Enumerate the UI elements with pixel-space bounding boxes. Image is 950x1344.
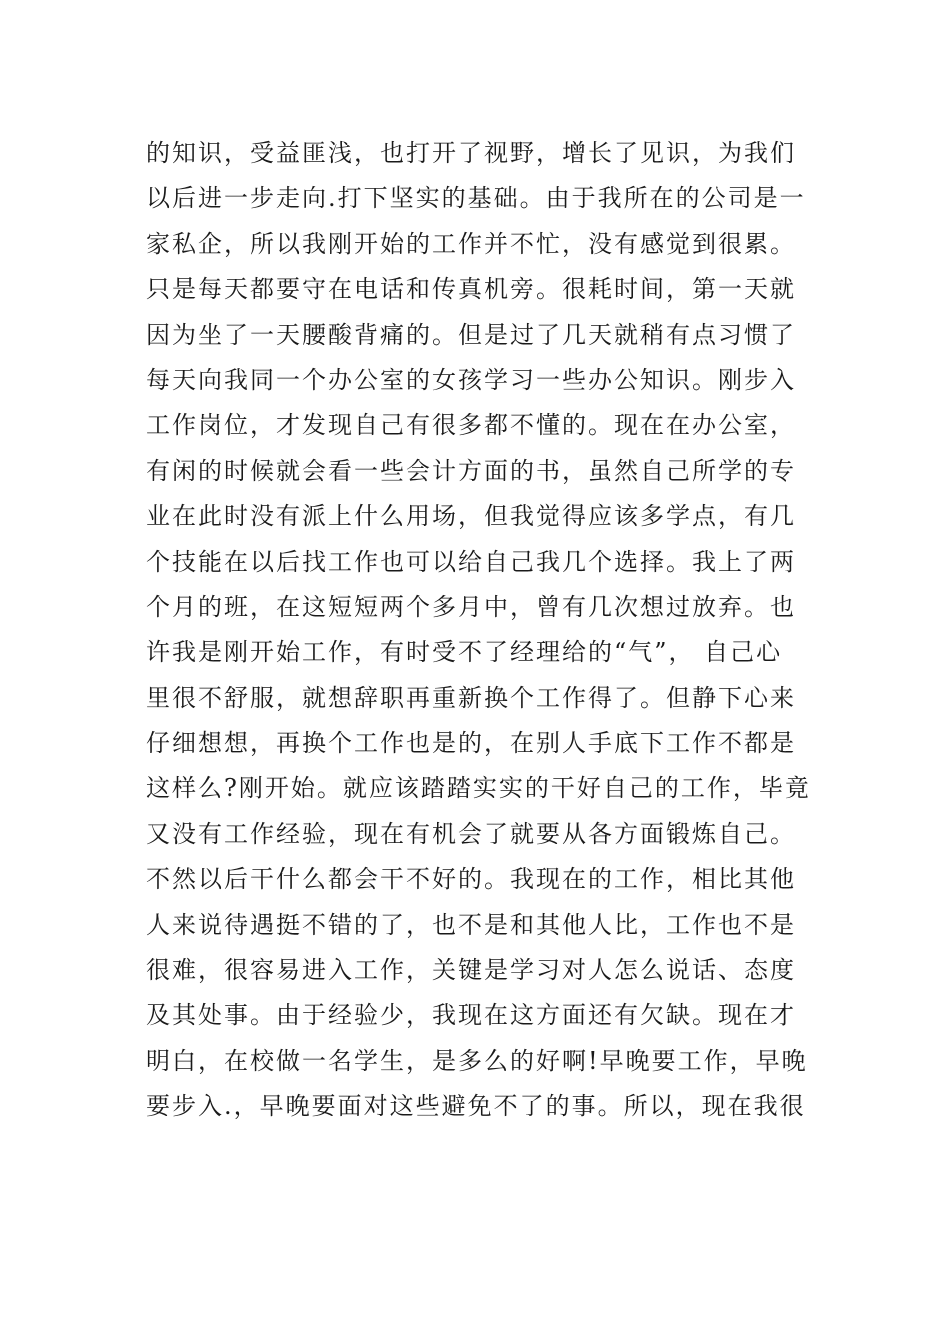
text-line: 每天向我同一个办公室的女孩学习一些办公知识。刚步入 [146, 365, 796, 394]
text-line: 里很不舒服，就想辞职再重新换个工作得了。但静下心来 [146, 683, 796, 712]
text-line: 又没有工作经验，现在有机会了就要从各方面锻炼自己。 [146, 819, 796, 848]
text-line: 工作岗位，才发现自己有很多都不懂的。现在在办公室， [146, 411, 796, 440]
text-line: 不然以后干什么都会干不好的。我现在的工作，相比其他 [146, 865, 796, 894]
text-line: 有闲的时候就会看一些会计方面的书，虽然自己所学的专 [146, 456, 796, 485]
text-line: 及其处事。由于经验少，我现在这方面还有欠缺。现在才 [146, 1001, 796, 1030]
text-line: 的知识，受益匪浅，也打开了视野，增长了见识，为我们 [146, 139, 796, 167]
text-line: 要步入.，早晚要面对这些避免不了的事。所以，现在我很 [146, 1092, 806, 1121]
text-line: 这样么?刚开始。就应该踏踏实实的干好自己的工作，毕竟 [146, 774, 811, 803]
text-line: 个技能在以后找工作也可以给自己我几个选择。我上了两 [146, 547, 796, 576]
text-line: 只是每天都要守在电话和传真机旁。很耗时间，第一天就 [146, 275, 796, 304]
text-line: 家私企，所以我刚开始的工作并不忙，没有感觉到很累。 [146, 229, 796, 258]
text-line: 仔细想想，再换个工作也是的，在别人手底下工作不都是 [146, 729, 796, 758]
text-line: 以后进一步走向.打下坚实的基础。由于我所在的公司是一 [146, 184, 806, 213]
text-line: 因为坐了一天腰酸背痛的。但是过了几天就稍有点习惯了 [146, 320, 796, 349]
text-line: 许我是刚开始工作，有时受不了经理给的“气”， 自己心 [146, 638, 783, 667]
body-text [146, 131, 816, 1130]
text-line: 人来说待遇挺不错的了，也不是和其他人比，工作也不是 [146, 910, 796, 939]
text-line: 业在此时没有派上什么用场，但我觉得应该多学点，有几 [146, 502, 796, 531]
text-line: 很难，很容易进入工作，关键是学习对人怎么说话、态度 [146, 956, 796, 985]
text-line: 明白，在校做一名学生，是多么的好啊!早晚要工作，早晚 [146, 1046, 808, 1075]
text-line: 个月的班，在这短短两个多月中，曾有几次想过放弃。也 [146, 592, 796, 621]
